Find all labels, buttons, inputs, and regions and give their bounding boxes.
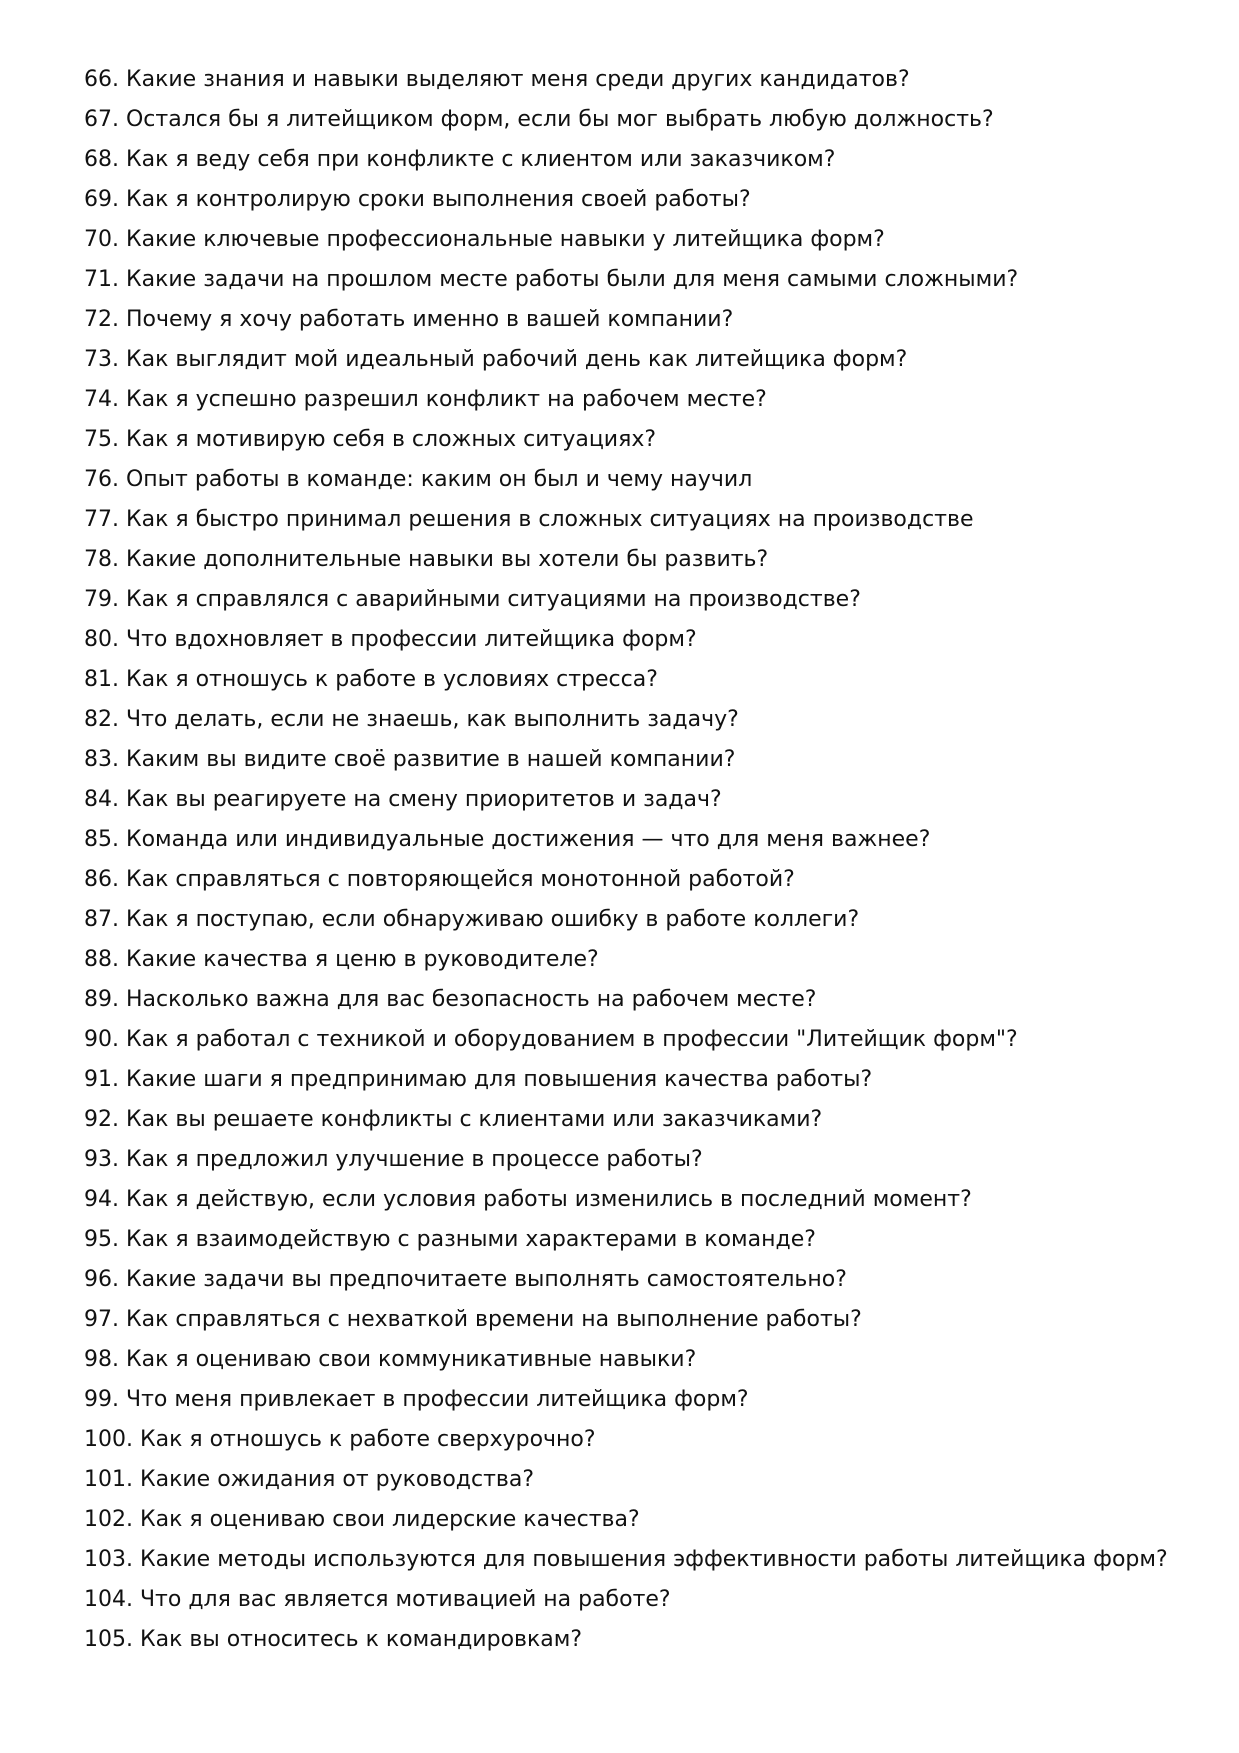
question-item: 77. Как я быстро принимал решения в сложных ситуациях на производстве: [84, 507, 974, 532]
question-item: 88. Какие качества я ценю в руководителе?: [84, 947, 599, 972]
question-item: 105. Как вы относитесь к командировкам?: [84, 1627, 583, 1652]
question-item: 85. Команда или индивидуальные достижения — что для меня важнее?: [84, 827, 931, 852]
question-item: 68. Как я веду себя при конфликте с клиентом или заказчиком?: [84, 147, 836, 172]
question-item: 79. Как я справлялся с аварийными ситуациями на производстве?: [84, 587, 861, 612]
question-item: 73. Как выглядит мой идеальный рабочий день как литейщика форм?: [84, 347, 908, 372]
question-item: 96. Какие задачи вы предпочитаете выполнять самостоятельно?: [84, 1267, 847, 1292]
question-item: 74. Как я успешно разрешил конфликт на рабочем месте?: [84, 387, 767, 412]
question-item: 71. Какие задачи на прошлом месте работы были для меня самыми сложными?: [84, 267, 1019, 292]
question-item: 104. Что для вас является мотивацией на работе?: [84, 1587, 671, 1612]
question-item: 102. Как я оцениваю свои лидерские качества?: [84, 1507, 640, 1532]
question-item: 103. Какие методы используются для повышения эффективности работы литейщика форм?: [84, 1547, 1168, 1572]
question-item: 92. Как вы решаете конфликты с клиентами или заказчиками?: [84, 1107, 823, 1132]
question-item: 75. Как я мотивирую себя в сложных ситуациях?: [84, 427, 657, 452]
question-item: 98. Как я оцениваю свои коммуникативные навыки?: [84, 1347, 697, 1372]
question-list: [84, 60, 1184, 1660]
question-item: 72. Почему я хочу работать именно в вашей компании?: [84, 307, 734, 332]
question-item: 89. Насколько важна для вас безопасность на рабочем месте?: [84, 987, 817, 1012]
question-item: 90. Как я работал с техникой и оборудованием в профессии "Литейщик форм"?: [84, 1027, 1018, 1052]
question-item: 66. Какие знания и навыки выделяют меня среди других кандидатов?: [84, 67, 910, 92]
question-item: 70. Какие ключевые профессиональные навыки у литейщика форм?: [84, 227, 885, 252]
question-item: 67. Остался бы я литейщиком форм, если бы мог выбрать любую должность?: [84, 107, 994, 132]
question-item: 101. Какие ожидания от руководства?: [84, 1467, 535, 1492]
question-item: 83. Каким вы видите своё развитие в нашей компании?: [84, 747, 736, 772]
question-item: 93. Как я предложил улучшение в процессе работы?: [84, 1147, 703, 1172]
question-item: 99. Что меня привлекает в профессии литейщика форм?: [84, 1387, 749, 1412]
question-item: 97. Как справляться с нехваткой времени на выполнение работы?: [84, 1307, 862, 1332]
question-item: 84. Как вы реагируете на смену приоритетов и задач?: [84, 787, 722, 812]
question-item: 100. Как я отношусь к работе сверхурочно?: [84, 1427, 596, 1452]
question-item: 94. Как я действую, если условия работы изменились в последний момент?: [84, 1187, 972, 1212]
question-item: 87. Как я поступаю, если обнаруживаю ошибку в работе коллеги?: [84, 907, 860, 932]
question-item: 78. Какие дополнительные навыки вы хотели бы развить?: [84, 547, 769, 572]
question-item: 91. Какие шаги я предпринимаю для повышения качества работы?: [84, 1067, 873, 1092]
question-item: 69. Как я контролирую сроки выполнения своей работы?: [84, 187, 751, 212]
question-item: 86. Как справляться с повторяющейся монотонной работой?: [84, 867, 795, 892]
question-item: 76. Опыт работы в команде: каким он был и чему научил: [84, 467, 753, 492]
question-item: 82. Что делать, если не знаешь, как выполнить задачу?: [84, 707, 739, 732]
question-item: 95. Как я взаимодействую с разными характерами в команде?: [84, 1227, 816, 1252]
question-item: 80. Что вдохновляет в профессии литейщика форм?: [84, 627, 697, 652]
question-item: 81. Как я отношусь к работе в условиях стресса?: [84, 667, 658, 692]
